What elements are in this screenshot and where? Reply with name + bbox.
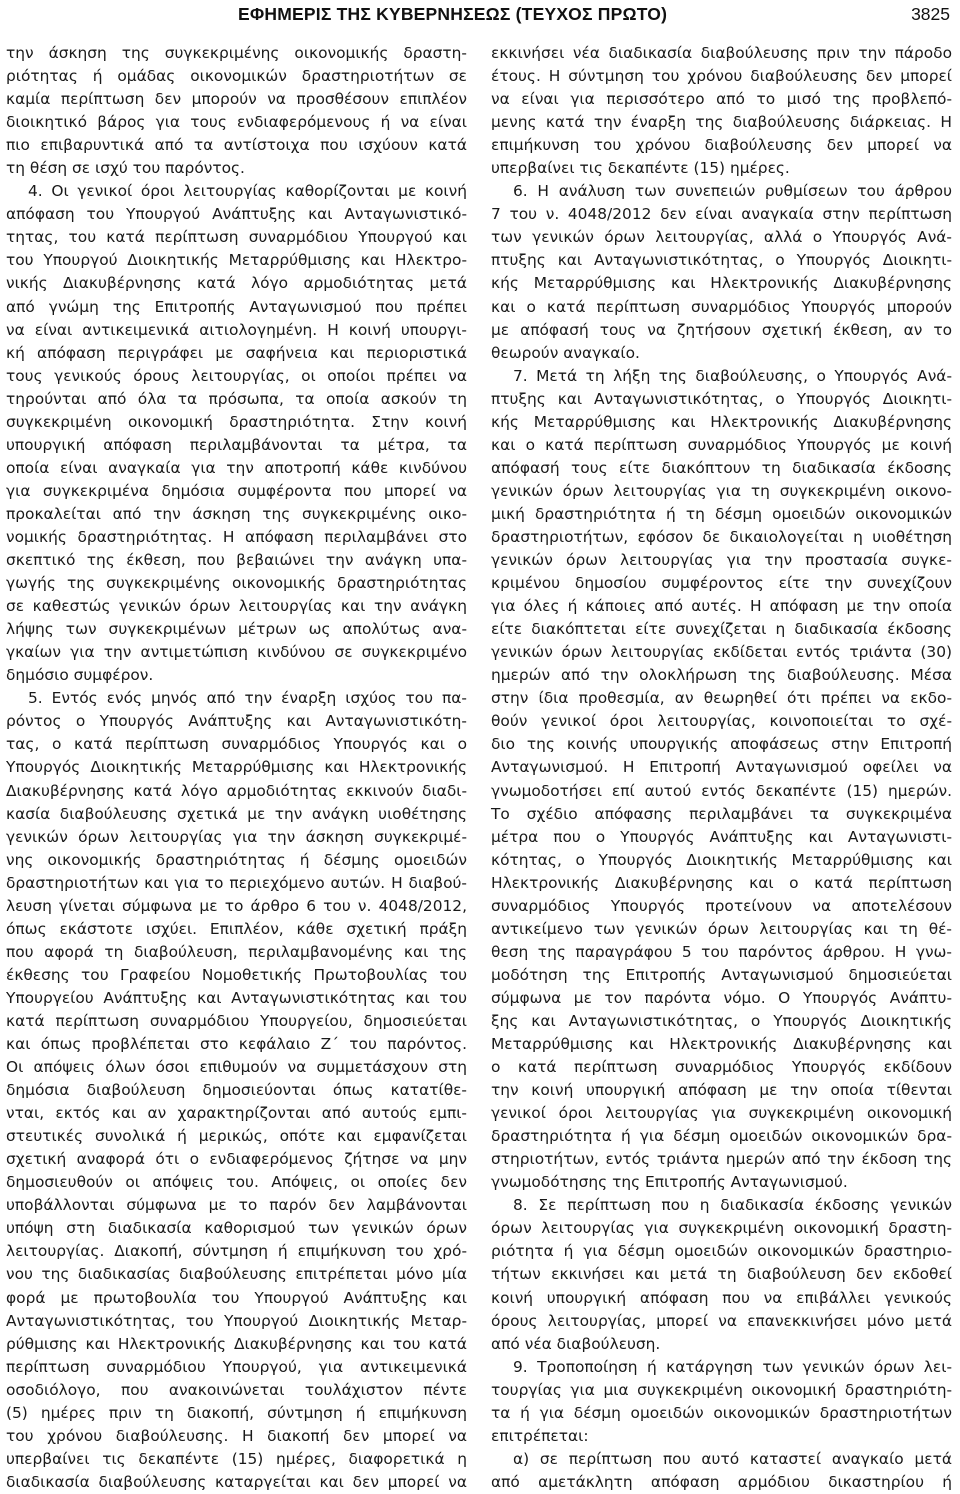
text-line: λειτουργίας. Διακοπή, σύντμηση ή επιμήκυνση του χρό- (6, 1242, 467, 1261)
text-line: έκθεσης του Γραφείου Νομοθετικής Πρωτοβουλίας του (6, 965, 467, 984)
text-line: ρόντος ο Υπουργός Ανάπτυξης και Ανταγωνιστικότη- (6, 712, 467, 731)
text-line: οσοδιόλογο, που ανακοινώνεται τουλάχιστον πέντε (6, 1380, 467, 1399)
text-line: 8. Σε περίπτωση που η διαδικασία έκδοσης γενικών (513, 1196, 952, 1215)
text-line: μενης κατά την έναρξη της διαβούλευσης διάρκειας. Η (491, 113, 952, 132)
text-line: Ηλεκτρονικής Διακυβέρνησης και ο κατά περίπτωση (491, 873, 952, 892)
text-line: α) σε περίπτωση που αυτό καταστεί αναγκαίο μετά (513, 1449, 952, 1468)
text-line: Ανταγωνισμού. Η Επιτροπή Ανταγωνισμού οφείλει να (491, 758, 952, 777)
text-line: των γενικών όρων λειτουργίας, αλλά ο Υπουργός Ανά- (491, 228, 952, 247)
text-line: προκαλείται από την άσκηση της συγκεκριμένης οικο- (6, 504, 467, 523)
text-line: πτυξης και Ανταγωνιστικότητας, ο Υπουργός Διοικητι- (491, 251, 952, 270)
text-line: ριότητα ή για δέσμη ομοειδών οικονομικών δραστηριο- (491, 1242, 952, 1261)
text-line: συγκεκριμένη οικονομική δραστηριότητα. Στην κοινή (6, 412, 467, 431)
text-line: γενικών όρων λειτουργίας για τη συγκεκριμένη οικονο- (491, 481, 952, 500)
text-line: γενικοί όροι λειτουργίας για συγκεκριμένη οικονομική (491, 1104, 952, 1123)
text-line: τη θέση σε ισχύ του παρόντος. (6, 159, 245, 178)
text-line: υπουργική απόφαση περιλαμβάνονται τα μέτρα, τα (6, 435, 467, 454)
text-line: ημερών από την ολοκλήρωση της διαβούλευσης. Μέσα (491, 666, 952, 685)
text-line: οποία είναι αναγκαία για την αποτροπή κάθε κινδύνου (6, 458, 467, 477)
text-line: καμία περίπτωση δεν μπορούν να προσθέσουν επιπλέον (6, 90, 467, 109)
text-line: γνωμοδοτήσει επί αυτού εντός δεκαπέντε (15) ημερών. (491, 781, 952, 800)
text-line: γωγής της συγκεκριμένης οικονομικής δραστηριότητας (6, 574, 467, 593)
text-line: κασία διαβούλευσης σχετικά με την ανάγκη υιοθέτησης (6, 804, 467, 823)
text-line: Οι απόψεις όλων όσοι επιθυμούν να συμμετάσχουν στη (6, 1058, 467, 1077)
text-line: δραστηριότητα ή για δέσμη ομοειδών οικονομικών δρα- (491, 1127, 952, 1146)
text-line: τα ή για δέσμη ομοειδών οικονομικών δραστηριοτήτων (491, 1403, 952, 1422)
text-line: 9. Τροποποίηση ή κατάργηση των γενικών όρων λει- (513, 1357, 952, 1376)
text-line: γνωμοδότησης της Επιτροπής Ανταγωνισμού. (491, 1173, 848, 1192)
page-header (0, 0, 960, 32)
text-line: απόφασή τους είτε διακόπτουν τη διαδικασία έκδοσης (491, 458, 952, 477)
text-line: δραστηριοτήτων και για το περιεχόμενο αυτών. Η διαβού- (6, 873, 467, 892)
text-line: απόφαση του Υπουργού Ανάπτυξης και Ανταγωνιστικό- (6, 205, 467, 224)
text-line: σύμφωνα με τον παρόντα νόμο. Ο Υπουργός Ανάπτυ- (491, 988, 952, 1007)
right-text-column (491, 42, 952, 1494)
text-line: στην ίδια προθεσμία, αν θεωρηθεί ότι πρέπει να εκδο- (491, 689, 952, 708)
text-line: κατά περίπτωση συναρμόδιου Υπουργείου, δημοσιεύεται (6, 1011, 467, 1030)
text-line: 5. Εντός ενός μηνός από την έναρξη ισχύος του πα- (28, 689, 467, 708)
text-line: για συγκεκριμένα δημόσια συμφέροντα που μπορεί να (6, 481, 467, 500)
text-line: 4. Οι γενικοί όροι λειτουργίας καθορίζονται με κοινή (28, 182, 467, 201)
text-line: γενικών όρων λειτουργίας για την προστασία συγκε- (491, 551, 952, 570)
text-line: σχετική αναφορά ότι ο ενδιαφερόμενος ζήτησε να μην (6, 1150, 467, 1169)
text-line: περίπτωση συναρμόδιου Υπουργού, για αντικειμενικά (6, 1357, 467, 1376)
text-line: γενικών όρων λειτουργίας εκδίδεται εντός τριάντα (30) (491, 643, 952, 662)
text-line: αντικείμενο των γενικών όρων λειτουργίας και τη θέ- (491, 919, 952, 938)
text-line: (5) ημέρες πριν τη διακοπή, σύντμηση ή επιμήκυνση (6, 1403, 467, 1422)
text-line: 7 του ν. 4048/2012 δεν είναι αναγκαία στην περίπτωση (491, 205, 952, 224)
text-line: του Υπουργού Διοικητικής Μεταρρύθμισης και Ηλεκτρο- (6, 251, 467, 270)
text-line: υπερβαίνει τις δεκαπέντε (15) ημέρες. (491, 159, 790, 178)
text-line: νης οικονομικής δραστηριότητας ή δέσμης ομοειδών (6, 850, 467, 869)
text-line: με απόφασή τους να ζητήσουν σχετική έκθεση, αν το (491, 320, 952, 339)
text-line: εκκινήσει νέα διαδικασία διαβούλευσης πριν την πάροδο (491, 44, 952, 62)
text-line: δημόσιο συμφέρον. (6, 666, 154, 685)
text-line: γκαίων για την αντιμετώπιση κινδύνου σε συγκεκριμένο (6, 643, 467, 662)
page-number: 3825 (911, 4, 950, 24)
text-line: τους γενικούς όρους λειτουργίας, οι οποίοι πρέπει να (6, 366, 467, 385)
text-line: διοικητικό βάρος για τους ενδιαφερόμενους ή να είναι (6, 113, 467, 132)
text-line: γενικών όρων λειτουργίας για την άσκηση συγκεκριμέ- (6, 827, 467, 846)
text-line: συναρμόδιος Υπουργός προτείνουν να αποτελέσουν (491, 896, 952, 915)
text-line: 6. Η ανάλυση των συνεπειών ρυθμίσεων του άρθρου (513, 182, 952, 201)
text-line: κής Μεταρρύθμισης και Ηλεκτρονικής Διακυβέρνησης (491, 412, 952, 431)
text-line: Μεταρρύθμισης και Ηλεκτρονικής Διακυβέρνησης και (491, 1035, 952, 1054)
text-line: τήτων εκκινήσει και μετά τη διαβούλευση δεν εκδοθεί (491, 1265, 952, 1284)
text-line: και όπως προβλέπεται στο κεφάλαιο Ζ΄ του παρόντος. (6, 1035, 467, 1054)
text-line: υπερβαίνει τις δεκαπέντε (15) ημέρες, διαφορετικά η (6, 1449, 467, 1468)
text-line: Υπουργός Διοικητικής Μεταρρύθμισης και Ηλεκτρονικής (6, 758, 467, 777)
text-line: στηριοτήτων, εντός τριάντα ημερών από την έκδοση της (491, 1150, 952, 1169)
gazette-title: ΕΦΗΜΕΡΙΣ ΤΗΣ ΚΥΒΕΡΝΗΣΕΩΣ (ΤΕΥΧΟΣ ΠΡΩΤΟ) (238, 4, 668, 24)
text-line: δημοσιευθούν οι απόψεις του. Απόψεις, οι οποίες δεν (6, 1173, 467, 1192)
text-line: τητας, του κατά περίπτωση συναρμόδιου Υπουργού και (6, 228, 467, 247)
text-line: από αμετάκλητη απόφαση αρμόδιου δικαστηρίου ή (491, 1472, 952, 1491)
text-line: τας, ο κατά περίπτωση συναρμόδιος Υπουργός και ο (6, 735, 467, 754)
text-line: να είναι αντικειμενικά αιτιολογημένη. Η κοινή υπουργι- (6, 320, 467, 339)
text-line: για όλες ή κάποιες από αυτές. Η απόφαση με την οποία (491, 597, 952, 616)
text-line: θεση της παραγράφου 5 του παρόντος άρθρου. Η γνω- (491, 942, 952, 961)
text-line: νται, εκτός και αν χαρακτηρίζονται από αυτούς εμπι- (6, 1104, 467, 1123)
text-line: τουργίας για μια συγκεκριμένη οικονομική δραστηριότη- (491, 1380, 952, 1399)
left-text-column (6, 42, 467, 1494)
text-line: φορά με πρωτοβουλία του Υπουργού Ανάπτυξης και (6, 1288, 467, 1307)
text-line: μοδότηση της Επιτροπής Ανταγωνισμού δημοσιεύεται (491, 965, 952, 984)
text-line: την κοινή υπουργική απόφαση με την οποία τίθενται (491, 1081, 952, 1100)
text-line: νομικής δραστηριότητας. Η απόφαση περιλαμβάνει στο (6, 527, 467, 546)
text-line: κής Μεταρρύθμισης και Ηλεκτρονικής Διακυβέρνησης (491, 274, 952, 293)
text-line: υπόψη στη διαδικασία καθορισμού των γενικών όρων (6, 1219, 467, 1238)
text-line: Το σχέδιο απόφασης περιλαμβάνει τα συγκεκριμένα (491, 804, 952, 823)
text-line: Υπουργείου Ανάπτυξης και Ανταγωνιστικότητας και του (6, 988, 467, 1007)
text-line: τηρούνται από όλα τα πρόσωπα, τα οποία ασκούν τη (6, 389, 467, 408)
text-line: κοινή υπουργική απόφαση που να επιβάλλει γενικούς (491, 1288, 952, 1307)
text-line: ριότητας ή ομάδας οικονομικών δραστηριοτήτων σε (6, 67, 467, 86)
text-line: δραστηριοτήτων, εφόσον δε δικαιολογείται η υιοθέτηση (491, 527, 952, 546)
text-line: στευτικές συνολικά ή μερικώς, οπότε και εμφανίζεται (6, 1127, 467, 1146)
text-line: πτυξης και Ανταγωνιστικότητας, ο Υπουργός Διοικητι- (491, 389, 952, 408)
text-line: επιμήκυνση του χρόνου διαβούλευσης δεν μπορεί να (491, 136, 952, 155)
text-line: του χρόνου διαβούλευσης. Η διακοπή δεν μπορεί να (6, 1426, 467, 1445)
text-line: 7. Μετά τη λήξη της διαβούλευσης, ο Υπουργός Ανά- (513, 366, 952, 385)
text-line: Διακυβέρνησης κατά λόγο αρμοδιότητας εκκινούν διαδι- (6, 781, 467, 800)
text-line: μική δραστηριότητα ή τη δέσμη ομοειδών οικονομικών (491, 504, 952, 523)
text-line: όπως εκάστοτε ισχύει. Επιπλέον, κάθε σχετική πράξη (6, 919, 467, 938)
text-line: υποβάλλονται σύμφωνα με το παρόν δεν λαμβάνονται (6, 1196, 467, 1215)
text-line: την άσκηση της συγκεκριμένης οικονομικής δραστη- (6, 44, 467, 62)
text-line: να είναι για περισσότερο από το μισό της προβλεπό- (491, 90, 952, 109)
text-line: διο της κοινής υπουργικής αποφάσεως στην Επιτροπή (491, 735, 952, 754)
text-line: έτους. Η σύντμηση του χρόνου διαβούλευσης δεν μπορεί (491, 67, 952, 86)
text-line: θεωρούν αναγκαίο. (491, 343, 640, 362)
text-line: λευση γίνεται σύμφωνα με το άρθρο 6 του ν. 4048/2012, (6, 896, 467, 915)
text-line: σε καθεστώς γενικών όρων λειτουργίας και την ανάγκη (6, 597, 467, 616)
text-line: ο κατά περίπτωση συναρμόδιος Υπουργός εκδίδουν (491, 1058, 952, 1077)
text-line: ξης και Ανταγωνιστικότητας, ο Υπουργός Διοικητικής (491, 1011, 952, 1030)
text-line: νικής Διακυβέρνησης κατά λόγο αρμοδιότητας μετά (6, 274, 467, 293)
text-line: πιο επιβαρυντικά από τα αντίστοιχα που ισχύουν κατά (6, 136, 467, 155)
text-line: θούν γενικοί όροι λειτουργίας, κοινοποιείται το σχέ- (491, 712, 952, 731)
text-line: κότητας, ο Υπουργός Διοικητικής Μεταρρύθμισης και (491, 850, 952, 869)
text-line: είτε διακόπτεται είτε συνεχίζεται η διαδικασία έκδοσης (491, 620, 952, 639)
text-line: ρύθμισης και Ηλεκτρονικής Διακυβέρνησης και του κατά (6, 1334, 467, 1353)
text-line: λήψης των συγκεκριμένων μέτρων ως απολύτως ανα- (6, 620, 467, 639)
text-line: και ο κατά περίπτωση συναρμόδιος Υπουργός μπορούν (491, 297, 952, 316)
text-line: που αφορά τη διαβούλευση, περιλαμβανομένης και της (6, 942, 467, 961)
text-line: διαδικασία διαβούλευσης καταργείται και δεν μπορεί να (6, 1472, 467, 1491)
text-line: μέτρα που ο Υπουργός Ανάπτυξης και Ανταγωνιστι- (491, 827, 952, 846)
text-line: δημόσια διαβούλευση δημοσιεύονται όπως κατατίθε- (6, 1081, 467, 1100)
text-line: κή απόφαση περιγράφει με σαφήνεια και περιοριστικά (6, 343, 467, 362)
text-line: και ο κατά περίπτωση συναρμόδιος Υπουργός με κοινή (491, 435, 952, 454)
text-line: σκεπτικό της έκθεση, που βεβαιώνει την ανάγκη υπα- (6, 551, 467, 570)
text-line: από γνώμη της Επιτροπής Ανταγωνισμού που πρέπει (6, 297, 467, 316)
text-line: όρους λειτουργίας, μπορεί να επανεκκινήσει μόνο μετά (491, 1311, 952, 1330)
text-line: όρων λειτουργίας για συγκεκριμένη οικονομική δραστη- (491, 1219, 952, 1238)
text-line: νου της διαδικασίας διαβούλευσης επιτρέπεται μόνο μία (6, 1265, 467, 1284)
text-line: κριμένου δημοσίου συμφέροντος είτε την συνεχίζουν (491, 574, 952, 593)
text-line: Ανταγωνιστικότητας, του Υπουργού Διοικητικής Μεταρ- (6, 1311, 467, 1330)
text-line: επιτρέπεται: (491, 1426, 589, 1445)
text-line: από νέα διαβούλευση. (491, 1334, 661, 1353)
